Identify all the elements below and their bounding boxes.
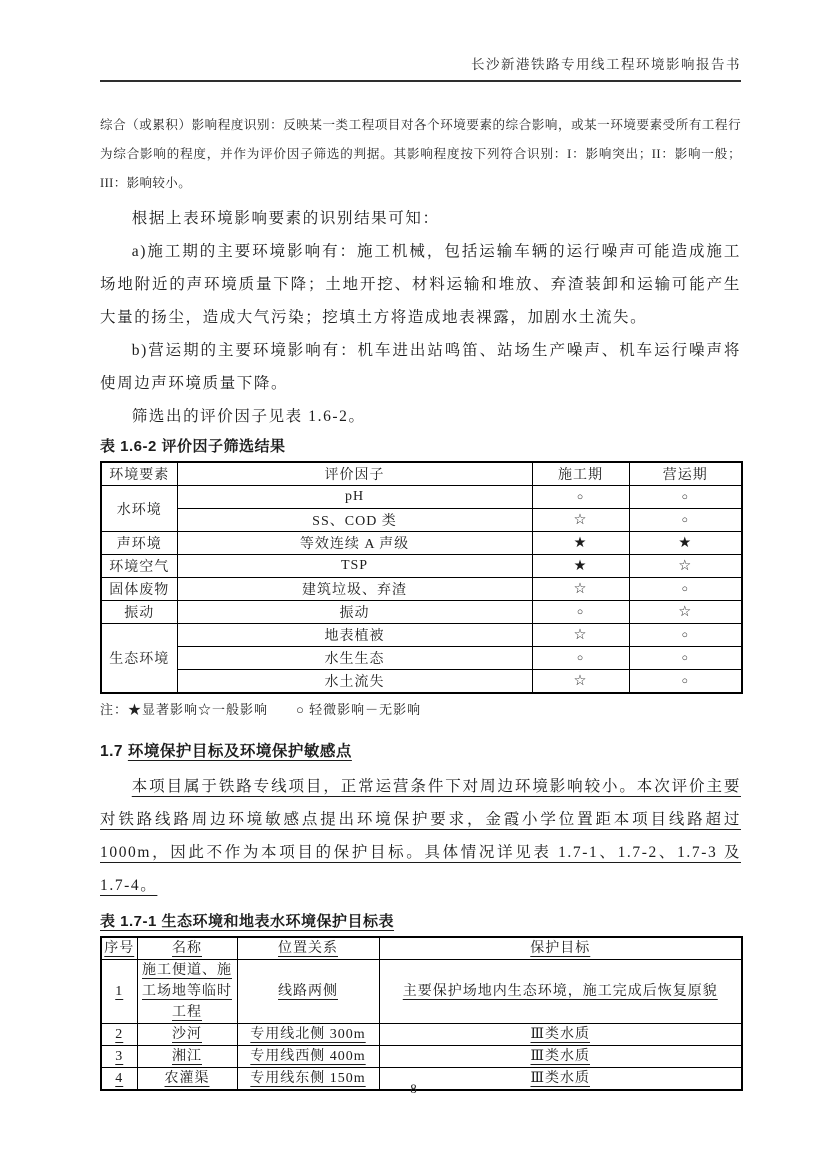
table-row: [101, 486, 742, 509]
col-header-construction-period: 施工期: [532, 462, 629, 486]
cell-factor: 地表植被: [177, 624, 532, 647]
cell-operation-symbol: ★: [629, 532, 742, 555]
cell-target: 主要保护场地内生态环境，施工完成后恢复原貌: [379, 960, 742, 1024]
table-1-7-1: [100, 936, 743, 1091]
section-title: 环境保护目标及环境保护敏感点: [127, 743, 352, 760]
cell-location: 线路两侧: [237, 960, 379, 1024]
cell-no: 2: [101, 1024, 137, 1046]
table-row: [101, 555, 742, 578]
table-row: [101, 1024, 742, 1046]
col-header-name: 名称: [137, 937, 237, 960]
cell-construction-symbol: ☆: [532, 624, 629, 647]
paragraph-construction-impacts: a)施工期的主要环境影响有：施工机械，包括运输车辆的运行噪声可能造成施工场地附近的声环境质量下降；土地开挖、材料运输和堆放、弃渣装卸和运输可能产生大量的扬尘，造成大气污染；挖填土方将造成地表裸露，加剧水土流失。: [100, 243, 741, 326]
table-row: [101, 578, 742, 601]
cell-construction-symbol: ○: [532, 601, 629, 624]
col-header-protection-target: 保护目标: [379, 937, 742, 960]
cell-factor: 振动: [177, 601, 532, 624]
table-row: [101, 670, 742, 694]
cell-element-noise: 声环境: [101, 532, 177, 555]
table-header-row: [101, 462, 742, 486]
cell-name: 农灌渠: [137, 1068, 237, 1091]
cell-element-ecology: 生态环境: [101, 624, 177, 694]
cell-construction-symbol: ☆: [532, 509, 629, 532]
table-1-7-1-title: 表 1.7-1 生态环境和地表水环境保护目标表: [100, 913, 395, 930]
cell-operation-symbol: ○: [629, 670, 742, 694]
cell-element-air: 环境空气: [101, 555, 177, 578]
table-row: [101, 624, 742, 647]
page-number: 8: [410, 1081, 417, 1096]
cell-construction-symbol: ☆: [532, 670, 629, 694]
cell-target: Ⅲ类水质: [379, 1068, 742, 1091]
table-legend-note: 注：★显著影响☆一般影响 ○ 轻微影响－无影响: [100, 702, 422, 717]
col-header-serial-number: 序号: [101, 937, 137, 960]
table-1-6-2: [100, 461, 743, 694]
cell-construction-symbol: ★: [532, 532, 629, 555]
cell-factor: TSP: [177, 555, 532, 578]
cell-element-water: 水环境: [101, 486, 177, 532]
paragraph-intro-result: 根据上表环境影响要素的识别结果可知：: [131, 210, 440, 227]
cell-operation-symbol: ○: [629, 486, 742, 509]
running-header: 长沙新港铁路专用线工程环境影响报告书: [100, 53, 741, 82]
cell-no: 1: [101, 960, 137, 1024]
cell-element-solid-waste: 固体废物: [101, 578, 177, 601]
table-row: [101, 647, 742, 670]
table-row: [101, 532, 742, 555]
paragraph-operation-impacts: b)营运期的主要环境影响有：机车进出站鸣笛、站场生产噪声、机车运行噪声将使周边声环境质量下降。: [100, 342, 741, 392]
table-1-6-2-title: 表 1.6-2 评价因子筛选结果: [100, 438, 286, 455]
cell-construction-symbol: ★: [532, 555, 629, 578]
intro-paragraph: 综合（或累积）影响程度识别：反映某一类工程项目对各个环境要素的综合影响，或某一环境要素受所有工程行为综合影响的程度，并作为评价因子筛选的判据。其影响程度按下列符合识别：I：影响突出；II：影响一般；III：影响较小。: [100, 118, 741, 190]
table-header-row: [101, 937, 742, 960]
cell-factor: pH: [177, 486, 532, 509]
cell-name: 湘江: [137, 1046, 237, 1068]
cell-no: 4: [101, 1068, 137, 1091]
cell-target: Ⅲ类水质: [379, 1024, 742, 1046]
table-row: [101, 509, 742, 532]
col-header-environment-element: 环境要素: [101, 462, 177, 486]
table-row: [101, 960, 742, 1024]
cell-factor: 水生生态: [177, 647, 532, 670]
section-number: 1.7: [100, 743, 124, 760]
cell-location: 专用线东侧 150m: [237, 1068, 379, 1091]
cell-construction-symbol: ○: [532, 486, 629, 509]
col-header-location-relation: 位置关系: [237, 937, 379, 960]
cell-operation-symbol: ☆: [629, 601, 742, 624]
cell-factor: 水土流失: [177, 670, 532, 694]
cell-no: 3: [101, 1046, 137, 1068]
paragraph-factor-reference: 筛选出的评价因子见表 1.6-2。: [131, 408, 366, 425]
cell-operation-symbol: ○: [629, 578, 742, 601]
cell-operation-symbol: ○: [629, 624, 742, 647]
col-header-evaluation-factor: 评价因子: [177, 462, 532, 486]
col-header-operation-period: 营运期: [629, 462, 742, 486]
cell-operation-symbol: ☆: [629, 555, 742, 578]
cell-factor: SS、COD 类: [177, 509, 532, 532]
table-row: [101, 1046, 742, 1068]
cell-name: 施工便道、施工场地等临时工程: [137, 960, 237, 1024]
table-row: [101, 601, 742, 624]
body-text: [100, 202, 741, 433]
cell-construction-symbol: ☆: [532, 578, 629, 601]
cell-operation-symbol: ○: [629, 647, 742, 670]
cell-location: 专用线西侧 400m: [237, 1046, 379, 1068]
cell-name: 沙河: [137, 1024, 237, 1046]
cell-operation-symbol: ○: [629, 509, 742, 532]
cell-target: Ⅲ类水质: [379, 1046, 742, 1068]
cell-element-vibration: 振动: [101, 601, 177, 624]
cell-construction-symbol: ○: [532, 647, 629, 670]
cell-factor: 等效连续 A 声级: [177, 532, 532, 555]
section-1-7-paragraph: 本项目属于铁路专线项目，正常运营条件下对周边环境影响较小。本次评价主要对铁路线路周边环境敏感点提出环境保护要求，金霞小学位置距本项目线路超过1000m，因此不作为本项目的保护目标。具体情况详见表 1.7-1、1.7-2、1.7-3 及 1.7-4。: [100, 778, 741, 894]
cell-location: 专用线北侧 300m: [237, 1024, 379, 1046]
section-heading-1-7: [100, 739, 741, 765]
cell-factor: 建筑垃圾、弃渣: [177, 578, 532, 601]
page-content: [100, 0, 741, 1091]
